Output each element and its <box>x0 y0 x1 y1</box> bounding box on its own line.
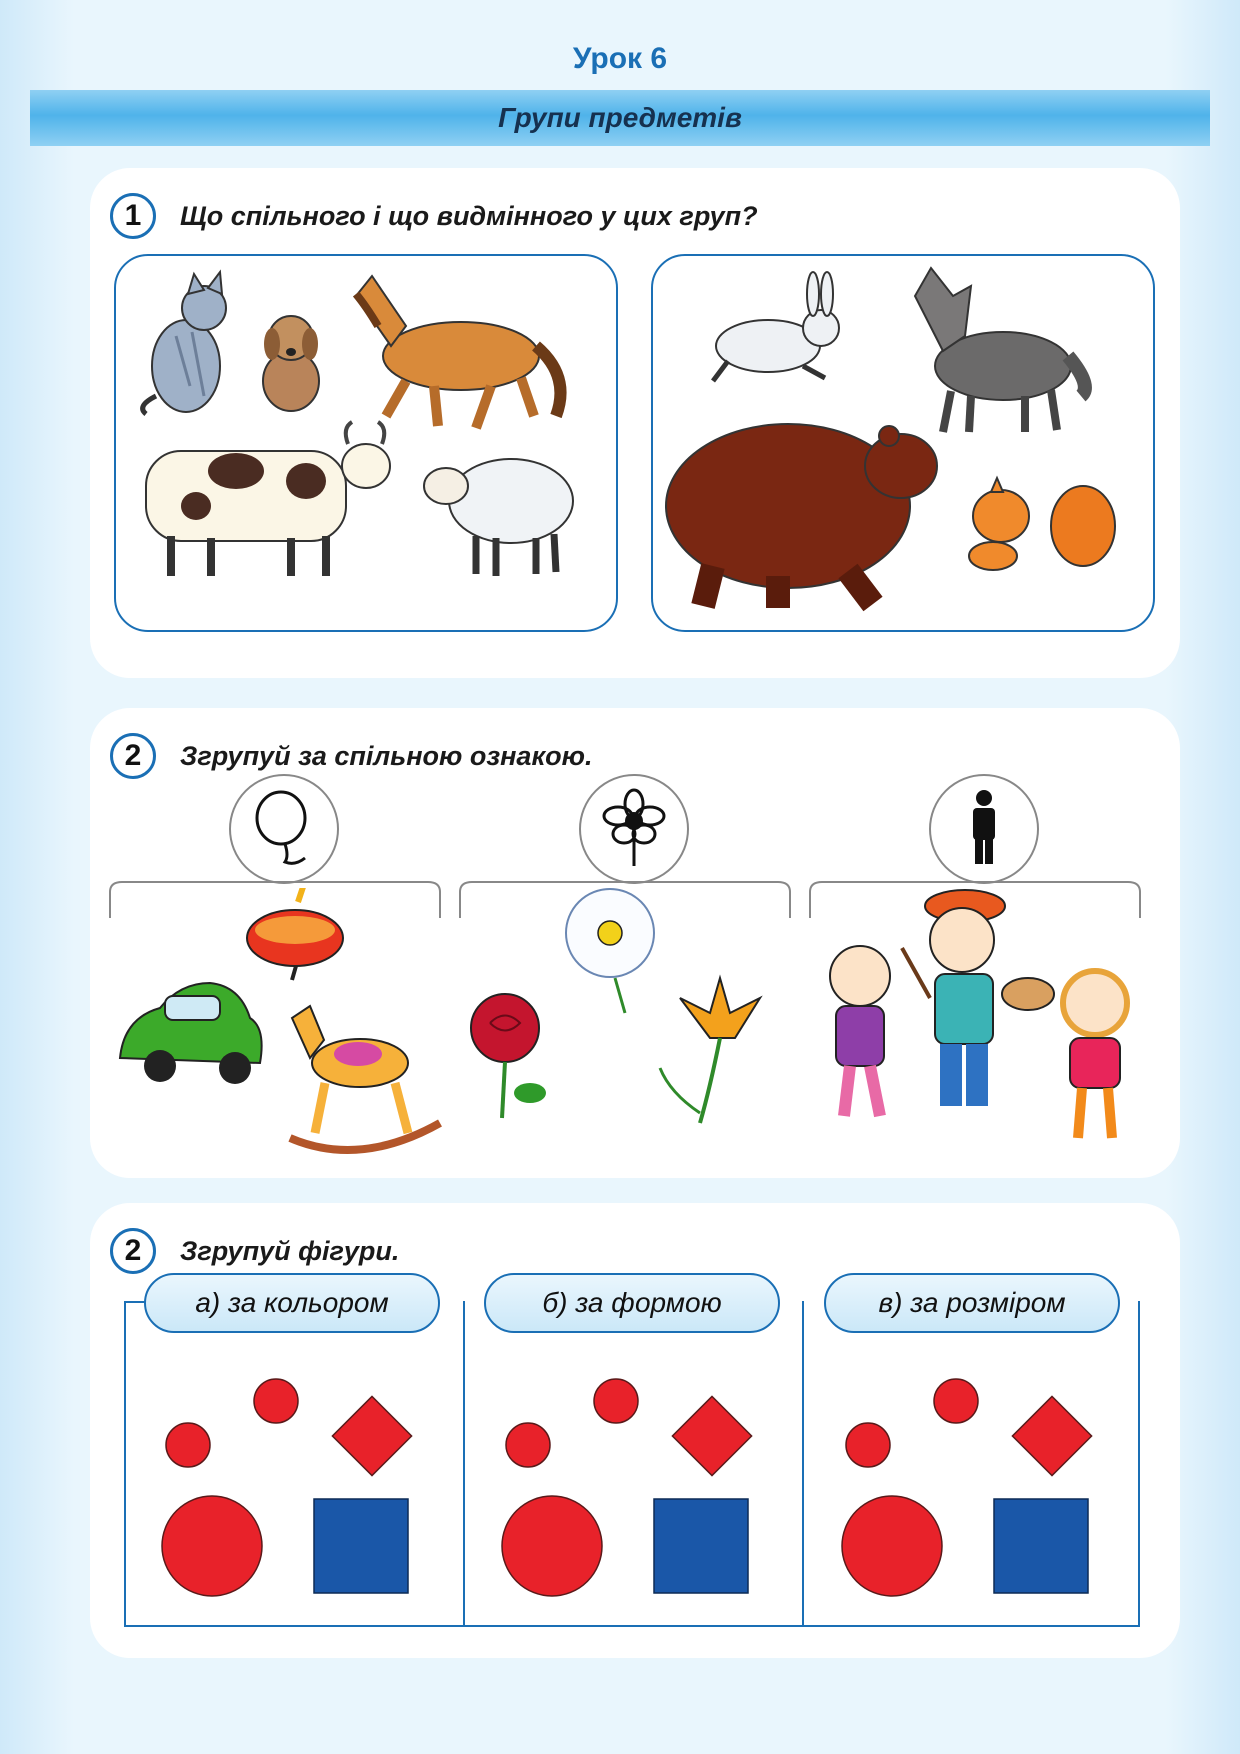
flower-symbol <box>579 774 689 884</box>
girl-picture <box>1063 971 1127 1138</box>
flowers-pictures <box>450 888 790 1158</box>
hare-picture <box>713 272 839 381</box>
task1-prompt: Що спільного і що видмінного у цих груп? <box>180 200 758 231</box>
boy-in-purple-picture <box>830 946 890 1116</box>
chamomile-picture <box>566 889 654 1013</box>
blue-square <box>994 1499 1088 1593</box>
label-by-size: в) за розміром <box>824 1273 1120 1333</box>
small-red-circle <box>594 1379 638 1423</box>
label-by-shape: б) за формою <box>484 1273 780 1333</box>
task2-number: 2 <box>110 733 156 779</box>
toys-pictures <box>110 888 450 1158</box>
rocking-horse-picture <box>290 1006 440 1150</box>
blue-square <box>654 1499 748 1593</box>
rose-picture <box>471 994 546 1118</box>
balloon-icon <box>231 776 337 882</box>
horse-picture <box>356 276 561 428</box>
task3-prompt: Згрупуй фігури. <box>180 1235 400 1266</box>
lesson-number: Урок 6 <box>572 42 668 75</box>
task3-number: 2 <box>110 1228 156 1274</box>
task3-panel <box>90 1203 1180 1658</box>
dog-picture <box>263 316 319 411</box>
small-red-circle <box>934 1379 978 1423</box>
red-diamond <box>332 1396 411 1475</box>
task2-panel <box>90 708 1180 1178</box>
cat-picture <box>143 272 226 414</box>
artist-boy-picture <box>902 890 1054 1106</box>
small-red-circle <box>254 1379 298 1423</box>
frame-divider <box>463 1301 465 1627</box>
topic-title: Групи предметів <box>30 90 1210 146</box>
spinning-top-picture <box>247 888 343 980</box>
shapes-set-size <box>806 1363 1142 1623</box>
sheep-picture <box>424 459 573 576</box>
blue-square <box>314 1499 408 1593</box>
squirrel-picture <box>969 478 1115 570</box>
large-red-circle <box>842 1496 942 1596</box>
task1-panel <box>90 168 1180 678</box>
task1-number: 1 <box>110 193 156 239</box>
people-pictures <box>790 888 1170 1158</box>
small-red-circle <box>506 1423 550 1467</box>
red-diamond <box>1012 1396 1091 1475</box>
car-picture <box>120 983 262 1084</box>
shapes-set-shape <box>466 1363 802 1623</box>
small-red-circle <box>846 1423 890 1467</box>
person-symbol <box>929 774 1039 884</box>
flower-icon <box>581 776 687 882</box>
domestic-animals-group <box>114 254 618 632</box>
cow-picture <box>146 422 390 576</box>
balloon-symbol <box>229 774 339 884</box>
large-red-circle <box>162 1496 262 1596</box>
label-by-color: а) за кольором <box>144 1273 440 1333</box>
task2-prompt: Згрупуй за спільною ознакою. <box>180 740 593 771</box>
wild-animals-group <box>651 254 1155 632</box>
wolf-picture <box>915 268 1085 432</box>
red-diamond <box>672 1396 751 1475</box>
small-red-circle <box>166 1423 210 1467</box>
lily-picture <box>660 978 760 1123</box>
shapes-set-color <box>126 1363 462 1623</box>
person-icon <box>931 776 1037 882</box>
bear-picture <box>666 424 937 608</box>
frame-divider <box>802 1301 804 1627</box>
large-red-circle <box>502 1496 602 1596</box>
